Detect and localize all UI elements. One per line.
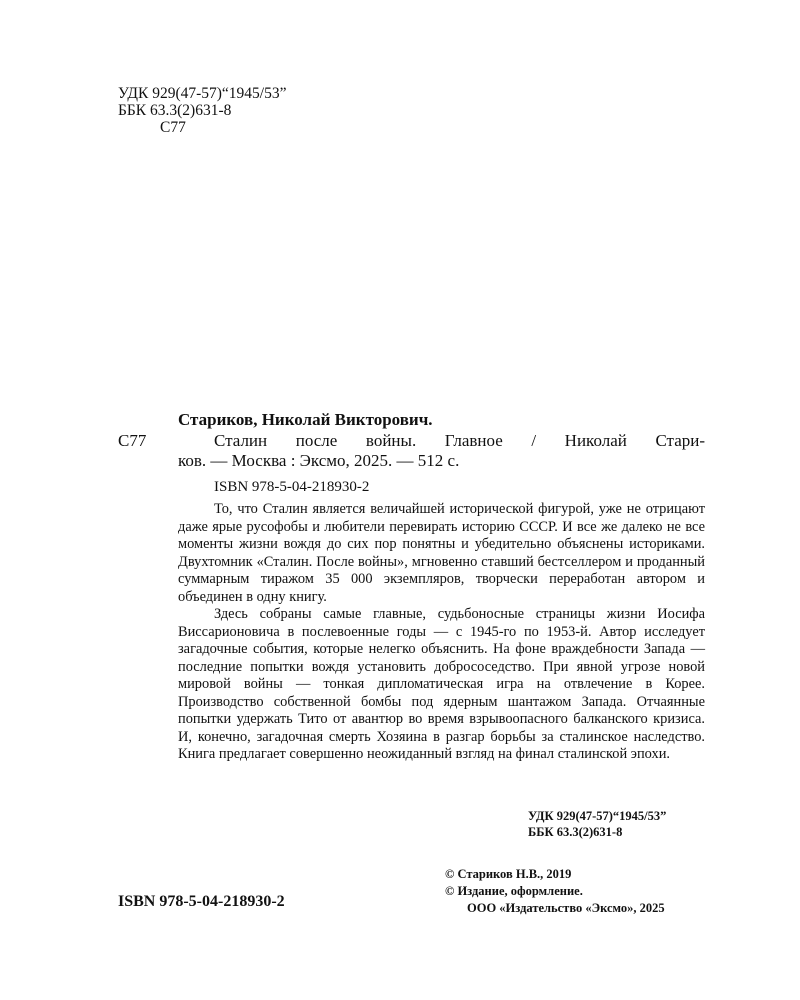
record-cutter-mark: С77: [118, 431, 147, 450]
annotation-paragraph-2: Здесь собраны самые главные, судьбоносные страницы жизни Иосифа Виссарионовича в послевоенные годы — с 1945-го по 1953-й. Автор исследует загадочные события, которые нелегко объяснить. На фоне враждебности Запада — последние попытки вождя установить добрососедство. При явной угрозе новой мировой войны — тонкая дипломатическая игра на отвлечение в Корее. Производство собственной бомбы под ядерным шантажом Запада. Отчаянные попытки удержать Тито от авантюр во время взрывоопасного балканского кризиса. И, конечно, загадочная смерть Хозяина в разгар борьбы за сталинское наследство. Книга предлагает совершенно неожиданный взгляд на финал сталинской эпохи.: [178, 606, 705, 762]
top-classification: [118, 85, 287, 136]
bbk-code: ББК 63.3(2)631-8: [118, 102, 232, 119]
copyright-author: © Стариков Н.В., 2019: [445, 867, 572, 881]
copyright-design: © Издание, оформление.: [445, 884, 583, 898]
udk-code: УДК 929(47-57)“1945/53”: [118, 85, 287, 102]
bbk-code-repeat: ББК 63.3(2)631-8: [528, 825, 623, 839]
copyright-block: [445, 866, 665, 917]
udk-code-repeat: УДК 929(47-57)“1945/53”: [528, 809, 667, 823]
title-line-1: Сталин после войны. Главное / Николай Стари-: [214, 431, 705, 450]
title-line-2: ков. — Москва : Эксмо, 2025. — 512 с.: [178, 451, 460, 470]
annotation: [178, 501, 705, 764]
cutter-mark: С77: [160, 119, 186, 136]
title-statement: [178, 431, 705, 471]
footer-isbn: ISBN 978-5-04-218930-2: [118, 893, 285, 910]
annotation-classification: [528, 808, 666, 840]
record-isbn: ISBN 978-5-04-218930-2: [214, 479, 370, 495]
copyright-publisher: ООО «Издательство «Эксмо», 2025: [467, 901, 665, 915]
author-heading: Стариков, Николай Викторович.: [178, 410, 433, 429]
annotation-paragraph-1: То, что Сталин является величайшей исторической фигурой, уже не отрицают даже ярые русофобы и любители перевирать историю СССР. И все же далеко не все моменты жизни вождя до сих пор понятны и убедительно объяснены историками. Двухтомник «Сталин. После войны», мгновенно ставший бестселлером и проданный суммарным тиражом 35 000 экземпляров, творчески переработан автором и объединен в одну книгу.: [178, 501, 705, 605]
